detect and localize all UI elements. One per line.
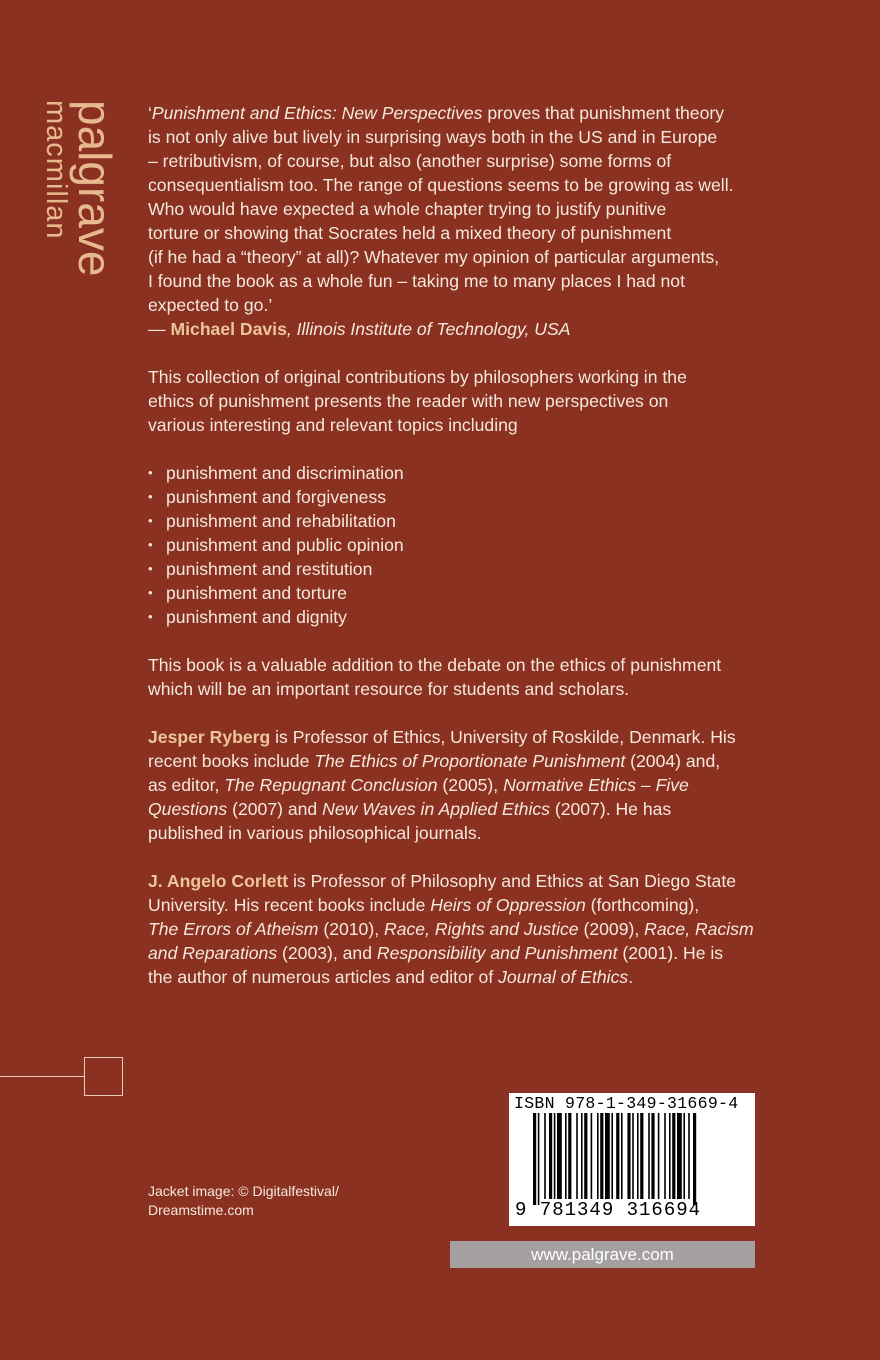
barcode-bar: [568, 1113, 571, 1199]
quote-affiliation: , Illinois Institute of Technology, USA: [286, 319, 571, 339]
quote-author: Michael Davis: [170, 319, 287, 339]
author-bio-corlett: J. Angelo Corlett is Professor of Philosophy and Ethics at San Diego State University. His recent books include Heirs of Oppression (forthcoming), The Errors of Atheism (2010), Race, Rights and Justice (2009), Race, Racism and Reparations (2003), and Responsibility and Punishment (2001). He is the author of numerous articles and editor of Journal of Ethics.: [148, 871, 754, 987]
barcode-bar: [621, 1113, 623, 1199]
isbn-text: ISBN 978-1-349-31669-4: [514, 1094, 739, 1113]
list-item: • punishment and discrimination: [148, 461, 768, 485]
book-title: Punishment and Ethics: New Perspectives: [151, 103, 483, 123]
barcode-bar: [600, 1113, 603, 1199]
barcode-bar: [605, 1113, 610, 1199]
publisher-logo: [38, 100, 128, 285]
barcode-digits: 9 781349 316694: [515, 1199, 702, 1221]
barcode-bar: [669, 1113, 671, 1199]
barcode-bar: [648, 1113, 650, 1199]
barcode-bar: [533, 1113, 536, 1205]
barcode-bar: [557, 1113, 562, 1199]
list-item: • punishment and rehabilitation: [148, 509, 768, 533]
back-cover-text: [148, 101, 768, 989]
barcode-bar: [637, 1113, 639, 1199]
barcode-bar: [683, 1113, 685, 1199]
barcode-bar: [597, 1113, 599, 1199]
barcode-bar: [591, 1113, 593, 1199]
barcode-bar: [611, 1113, 613, 1199]
publisher-url[interactable]: www.palgrave.com: [450, 1241, 755, 1268]
barcode-bar: [584, 1113, 587, 1199]
list-item: • punishment and torture: [148, 581, 768, 605]
isbn-barcode: [509, 1093, 755, 1226]
barcode-bar: [672, 1113, 675, 1199]
decorative-square: [84, 1057, 123, 1096]
intro-paragraph: This collection of original contributions by philosophers working in the ethics of punishment presents the reader with new perspectives on various interesting and relevant topics including: [148, 367, 687, 435]
barcode-bar: [664, 1113, 666, 1199]
barcode-bar: [658, 1113, 660, 1199]
summary-paragraph: This book is a valuable addition to the debate on the ethics of punishment which will be an important resource for students and scholars.: [148, 655, 722, 699]
barcode-bar: [651, 1113, 654, 1199]
barcode-bar: [693, 1113, 696, 1205]
barcode-bar: [554, 1113, 556, 1199]
quote-attribution: — Michael Davis, Illinois Institute of Technology, USA: [148, 319, 571, 339]
list-item: • punishment and dignity: [148, 605, 768, 629]
barcode-bar: [549, 1113, 552, 1199]
barcode-bar: [576, 1113, 578, 1199]
barcode-bar: [565, 1113, 567, 1199]
jacket-image-credit: Jacket image: © Digitalfestival/ Dreamstime.com: [148, 1183, 339, 1218]
list-item: • punishment and forgiveness: [148, 485, 768, 509]
barcode-bar: [677, 1113, 682, 1199]
author-bio-ryberg: Jesper Ryberg is Professor of Ethics, University of Roskilde, Denmark. His recent books include The Ethics of Proportionate Punishment (2004) and, as editor, The Repugnant Conclusion (2005), Normative Ethics – Five Questions (2007) and New Waves in Applied Ethics (2007). He has published in various philosophical journals.: [148, 727, 736, 843]
list-item: • punishment and restitution: [148, 557, 768, 581]
barcode-bar: [640, 1113, 643, 1199]
barcode-bar: [538, 1113, 540, 1205]
barcode-bars: [509, 1113, 755, 1205]
logo-macmillan: macmillan: [40, 100, 72, 240]
review-quote: ‘Punishment and Ethics: New Perspectives proves that punishment theory is not only alive but lively in surprising ways both in the US and in Europe – retributivism, of course, but also (another surprise) some forms of consequentialism too. The range of questions seems to be growing as well. Who would have expected a whole chapter trying to justify punitive torture or showing that Socrates held a mixed theory of punishment (if he had a “theory” at all)? Whatever my opinion of particular arguments, I found the book as a whole fun – taking me to many places I had not expected to go.’: [148, 103, 734, 315]
list-item: • punishment and public opinion: [148, 533, 768, 557]
author-name: J. Angelo Corlett: [148, 871, 289, 891]
barcode-bar: [616, 1113, 619, 1199]
author-name: Jesper Ryberg: [148, 727, 271, 747]
barcode-bar: [627, 1113, 630, 1199]
barcode-bar: [544, 1113, 546, 1199]
topic-list: [148, 461, 768, 629]
barcode-bar: [688, 1113, 690, 1199]
decorative-line: [0, 1076, 84, 1077]
barcode-bar: [581, 1113, 583, 1199]
logo-palgrave: palgrave: [69, 100, 121, 277]
barcode-bar: [632, 1113, 634, 1199]
